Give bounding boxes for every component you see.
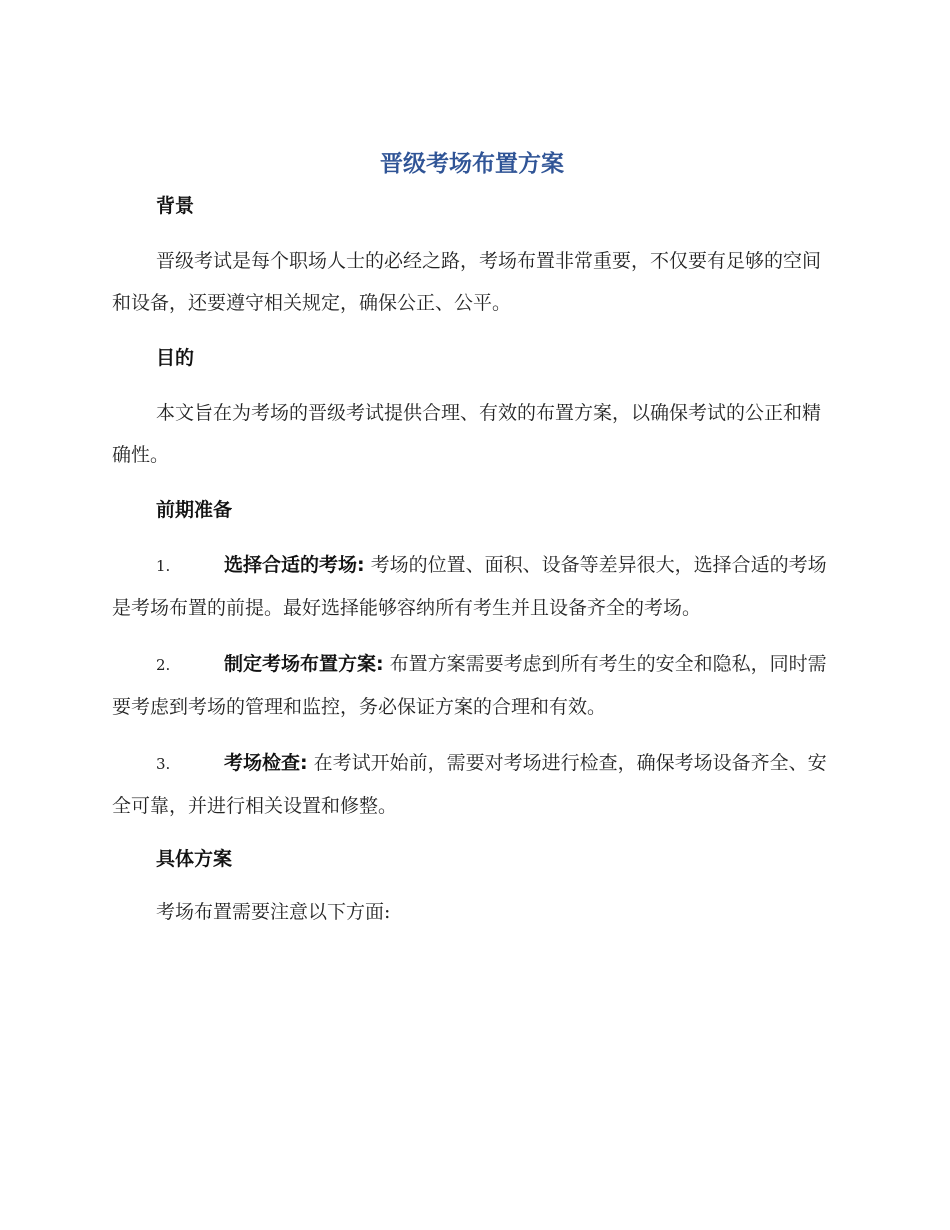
background-paragraph: 晋级考试是每个职场人士的必经之路，考场布置非常重要，不仅要有足够的空间和设备，还要遵守相关规定，确保公正、公平。 [112, 250, 822, 314]
purpose-paragraph: 本文旨在为考场的晋级考试提供合理、有效的布置方案，以确保考试的公正和精确性。 [112, 402, 822, 466]
list-text: 布置方案需要考虑到所有考生的安全和隐私，同时需要考虑到考场的管理和监控，务必保证方案的合理和有效。 [112, 653, 827, 718]
list-number: 3. [156, 755, 171, 773]
section-heading-preparation: 前期准备 [156, 499, 233, 521]
list-number: 1. [156, 557, 171, 575]
list-text: 考场的位置、面积、设备等差异很大，选择合适的考场是考场布置的前提。最好选择能够容纳所有考生并且设备齐全的考场。 [112, 554, 827, 619]
list-item [112, 544, 832, 629]
list-text: 在考试开始前，需要对考场进行检查，确保考场设备齐全、安全可靠，并进行相关设置和修整。 [112, 752, 827, 817]
document-title: 晋级考场布置方案 [380, 151, 564, 177]
list-item [112, 643, 832, 728]
plan-paragraph: 考场布置需要注意以下方面: [156, 901, 391, 923]
list-item [112, 742, 832, 827]
list-term: 选择合适的考场: [224, 554, 365, 576]
list-term: 考场检查: [224, 752, 308, 774]
document-content [112, 140, 832, 933]
section-heading-background: 背景 [156, 195, 195, 217]
list-number: 2. [156, 656, 171, 674]
section-heading-plan: 具体方案 [156, 848, 233, 870]
section-heading-purpose: 目的 [156, 347, 195, 369]
list-term: 制定考场布置方案: [224, 653, 384, 675]
